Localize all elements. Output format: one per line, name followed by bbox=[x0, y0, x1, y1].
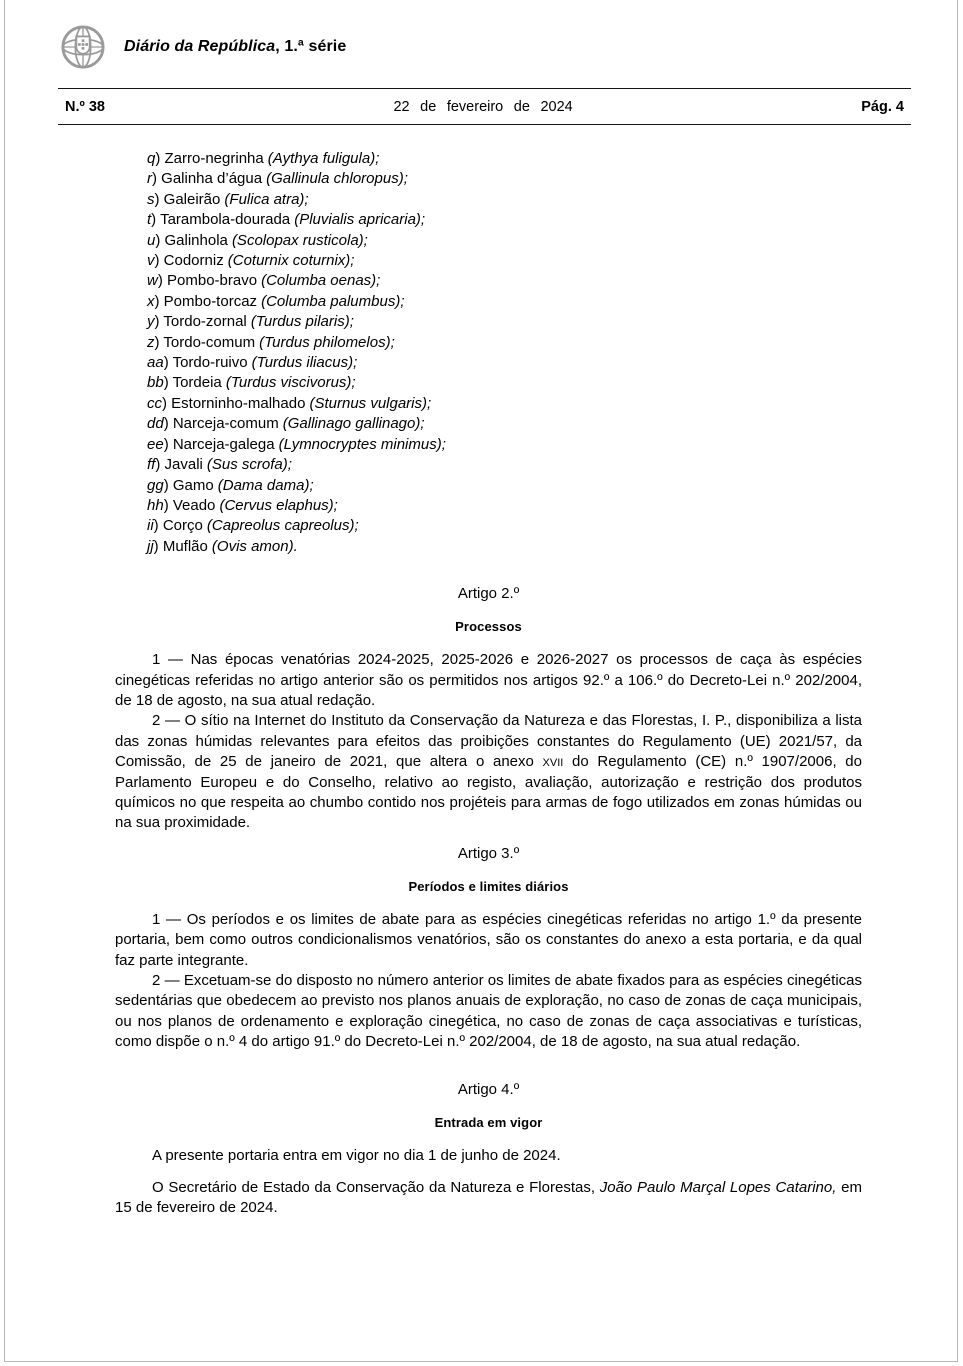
species-list-item bbox=[147, 353, 862, 373]
item-scientific-name: (Cervus elaphus); bbox=[219, 496, 338, 514]
species-list-item bbox=[147, 149, 862, 169]
item-scientific-name: (Pluvialis apricaria); bbox=[294, 211, 426, 229]
item-common-name: ) Tordeia bbox=[163, 374, 222, 392]
header-meta-row bbox=[58, 89, 911, 124]
article-2-subtitle: Processos bbox=[455, 619, 522, 635]
signature-text: O Secretário de Estado da Conservação da Natureza e Florestas, bbox=[152, 1179, 600, 1197]
item-letter: z bbox=[147, 333, 155, 351]
item-scientific-name: (Aythya fuligula); bbox=[267, 150, 380, 167]
item-scientific-name: (Turdus viscivorus); bbox=[225, 374, 356, 392]
signature-paragraph bbox=[115, 1178, 862, 1219]
item-scientific-name: (Turdus iliacus); bbox=[251, 354, 358, 372]
species-list-item bbox=[147, 333, 862, 353]
issue-number: N.º 38 bbox=[65, 98, 105, 115]
item-common-name: ) Corço bbox=[153, 517, 203, 535]
item-scientific-name: (Coturnix coturnix); bbox=[227, 252, 355, 270]
item-letter: bb bbox=[147, 374, 164, 392]
item-scientific-name: (Gallinago gallinago); bbox=[282, 415, 425, 433]
item-letter: s bbox=[147, 190, 155, 208]
species-list-item bbox=[147, 292, 862, 312]
item-scientific-name: (Gallinula chloropus); bbox=[266, 170, 408, 188]
item-scientific-name: (Columba oenas); bbox=[261, 272, 381, 290]
item-letter: gg bbox=[147, 476, 164, 494]
item-letter: w bbox=[147, 272, 158, 290]
roman-numeral-xvii: xvii bbox=[542, 753, 564, 771]
item-letter: ff bbox=[147, 456, 156, 474]
article-3-paragraph-1: 1 — Os períodos e os limites de abate para as espécies cinegéticas referidas no artigo 1.º da presente portaria, bem como outros condicionalismos venatórios, são os constantes do anexo a esta portaria, e da qual faz parte integrante. bbox=[115, 910, 862, 969]
item-common-name: ) Narceja-galega bbox=[163, 435, 275, 453]
species-list-item bbox=[147, 496, 862, 516]
article-2-heading: Artigo 2.º bbox=[457, 585, 520, 603]
masthead bbox=[58, 0, 911, 88]
item-scientific-name: (Sus scrofa); bbox=[206, 456, 292, 474]
species-list-item bbox=[147, 169, 862, 189]
item-common-name: ) Pombo-bravo bbox=[157, 272, 258, 290]
species-list-item bbox=[147, 516, 862, 536]
species-list-item bbox=[147, 373, 862, 393]
item-letter: t bbox=[147, 211, 152, 229]
species-list-item bbox=[147, 537, 862, 557]
publication-title bbox=[124, 38, 346, 56]
species-list-item bbox=[147, 476, 862, 496]
paragraph-text: 2 — O sítio na Internet do Instituto da Conservação da Natureza e das Florestas, I. P., disponibiliza a lista das zonas húmidas relevantes para efeitos das proibições constantes do Regulamento (UE) 2021/57, da Comissão, de 25 de janeiro de 2021, que altera o anexo bbox=[115, 712, 862, 771]
item-common-name: ) Galinha d’água bbox=[152, 170, 263, 188]
item-common-name: ) Tordo-ruivo bbox=[163, 354, 248, 372]
item-scientific-name: (Sturnus vulgaris); bbox=[309, 394, 432, 412]
item-letter: jj bbox=[147, 537, 154, 555]
issue-date: 22 de fevereiro de 2024 bbox=[393, 98, 573, 115]
article-3-subtitle: Períodos e limites diários bbox=[408, 878, 569, 894]
article-3-paragraph-2: 2 — Excetuam-se do disposto no número anterior os limites de abate fixados para as espécies cinegéticas sedentárias que obedecem ao previsto nos planos anuais de exploração, no caso de zonas de caça municipais, ou nos planos de ordenamento e exploração cinegética, no caso de zonas de caça associativas e turísticas, como dispõe o n.º 4 do artigo 91.º do Decreto-Lei n.º 202/2004, de 18 de agosto, na sua atual redação. bbox=[115, 972, 862, 1051]
publication-title-main: Diário da República bbox=[124, 38, 276, 55]
article-4-subtitle: Entrada em vigor bbox=[434, 1114, 543, 1130]
item-scientific-name: (Columba palumbus); bbox=[261, 292, 405, 310]
article-4-heading: Artigo 4.º bbox=[457, 1080, 520, 1098]
shield-icon bbox=[76, 36, 89, 53]
item-letter: r bbox=[147, 170, 152, 188]
item-common-name: ) Narceja-comum bbox=[163, 415, 279, 433]
article-3-heading: Artigo 3.º bbox=[457, 844, 520, 862]
species-list-item bbox=[147, 394, 862, 414]
item-scientific-name: (Ovis amon). bbox=[211, 537, 298, 555]
page-number: Pág. 4 bbox=[861, 98, 904, 115]
item-common-name: ) Veado bbox=[163, 496, 216, 514]
item-common-name: ) Tordo-zornal bbox=[154, 313, 247, 331]
signature-date: em 15 de fevereiro de 2024. bbox=[115, 1179, 862, 1217]
item-common-name: ) Estorninho-malhado bbox=[162, 394, 306, 412]
species-list-item bbox=[147, 271, 862, 291]
item-common-name: ) Gamo bbox=[163, 476, 214, 494]
item-common-name: ) Galinhola bbox=[155, 231, 228, 249]
paragraph-text: do Regulamento (CE) n.º 1907/2006, do Parlamento Europeu e do Conselho, relativo ao registo, avaliação, autorização e restrição dos produtos químicos no que respeita ao chumbo contido nos projéteis para armas de fogo utilizados em zonas húmidas ou na sua proximidade. bbox=[115, 753, 862, 832]
species-list-item bbox=[147, 312, 862, 332]
header-rule-bottom bbox=[58, 124, 911, 125]
item-letter: ii bbox=[147, 517, 154, 535]
species-list bbox=[115, 149, 862, 557]
item-letter: y bbox=[147, 313, 155, 331]
item-scientific-name: (Fulica atra); bbox=[224, 190, 309, 208]
item-common-name: ) Tordo-comum bbox=[154, 333, 256, 351]
item-letter: cc bbox=[147, 394, 162, 412]
article-4-paragraph-1: A presente portaria entra em vigor no dia 1 de junho de 2024. bbox=[152, 1146, 561, 1164]
article-2-paragraph-2 bbox=[115, 711, 862, 833]
species-list-item bbox=[147, 231, 862, 251]
item-scientific-name: (Turdus philomelos); bbox=[259, 333, 395, 351]
species-list-item bbox=[147, 435, 862, 455]
item-scientific-name: (Capreolus capreolus); bbox=[206, 517, 359, 535]
species-list-item bbox=[147, 190, 862, 210]
item-common-name: ) Galeirão bbox=[154, 190, 221, 208]
item-letter: v bbox=[147, 252, 155, 270]
item-scientific-name: (Scolopax rusticola); bbox=[231, 231, 368, 249]
item-scientific-name: (Lymnocryptes minimus); bbox=[278, 435, 446, 453]
item-common-name: ) Zarro-negrinha bbox=[155, 150, 264, 167]
item-letter: aa bbox=[147, 354, 164, 372]
item-letter: dd bbox=[147, 415, 164, 433]
signatory-name: João Paulo Marçal Lopes Catarino, bbox=[599, 1179, 837, 1197]
species-list-item bbox=[147, 210, 862, 230]
species-list-item bbox=[147, 455, 862, 475]
item-letter: q bbox=[147, 150, 156, 167]
item-common-name: ) Javali bbox=[155, 456, 203, 474]
article-2-paragraph-1: 1 — Nas épocas venatórias 2024-2025, 2025-2026 e 2026-2027 os processos de caça às espécies cinegéticas referidas no artigo anterior são os permitidos nos artigos 92.º a 106.º do Decreto-Lei n.º 202/2004, de 18 de agosto, na sua atual redação. bbox=[115, 651, 862, 709]
item-common-name: ) Muflão bbox=[153, 537, 208, 555]
item-common-name: ) Tarambola-dourada bbox=[151, 211, 291, 229]
item-letter: u bbox=[147, 231, 156, 249]
item-common-name: ) Pombo-torcaz bbox=[154, 292, 258, 310]
portugal-coat-of-arms-logo bbox=[60, 24, 106, 70]
species-list-item bbox=[147, 251, 862, 271]
item-scientific-name: (Dama dama); bbox=[217, 476, 314, 494]
item-letter: hh bbox=[147, 496, 164, 514]
item-common-name: ) Codorniz bbox=[154, 252, 224, 270]
document-header bbox=[58, 0, 911, 125]
species-list-item bbox=[147, 414, 862, 434]
item-scientific-name: (Turdus pilaris); bbox=[250, 313, 354, 331]
document-body bbox=[115, 149, 862, 1219]
publication-title-series: , 1.ª série bbox=[275, 38, 347, 55]
item-letter: ee bbox=[147, 435, 164, 453]
item-letter: x bbox=[147, 292, 155, 310]
